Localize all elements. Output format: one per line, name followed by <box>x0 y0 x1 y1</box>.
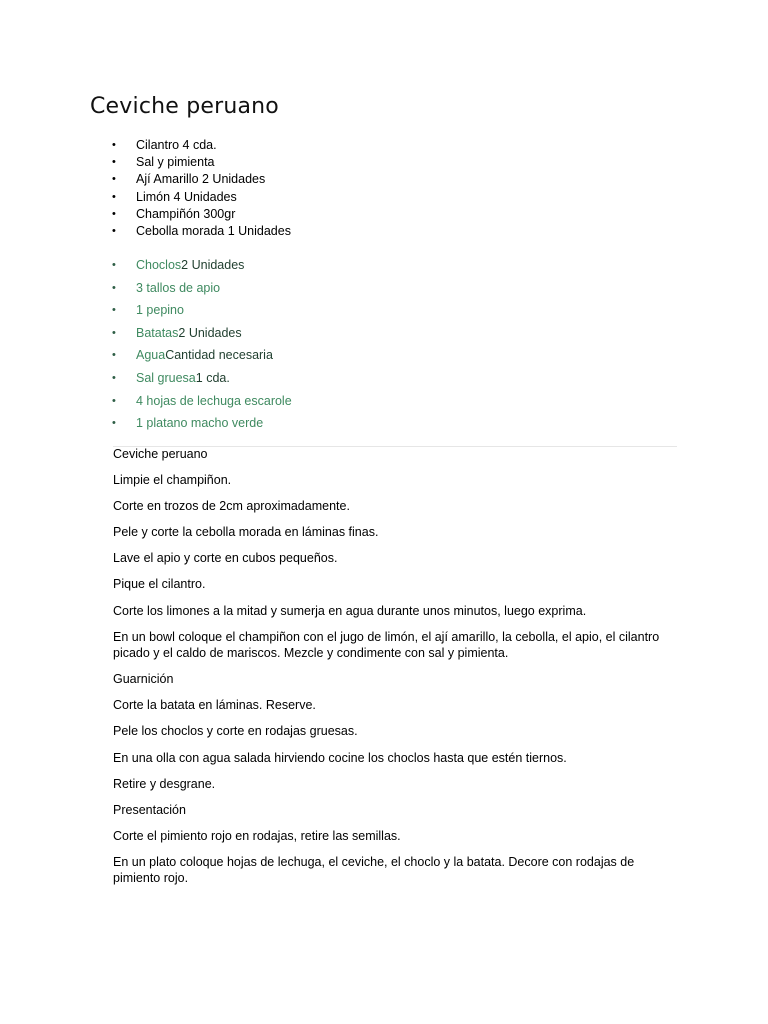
ingredient-text: Sal y pimienta <box>136 155 215 170</box>
ingredient-link[interactable]: 1 pepino <box>136 303 184 318</box>
step-paragraph: Pele y corte la cebolla morada en láminas finas. <box>113 525 379 540</box>
step-paragraph: Corte la batata en láminas. Reserve. <box>113 698 316 713</box>
step-paragraph: Guarnición <box>113 672 174 687</box>
step-paragraph: En una olla con agua salada hirviendo cocine los choclos hasta que estén tiernos. <box>113 750 567 765</box>
ingredient-link[interactable]: 1 platano macho verde <box>136 416 264 431</box>
list-item <box>90 137 650 154</box>
list-item <box>90 346 650 369</box>
bullet-icon: • <box>112 349 116 362</box>
ingredient-link[interactable]: Agua <box>136 348 166 363</box>
bullet-icon: • <box>112 156 116 169</box>
step-paragraph: Pele los choclos y corte en rodajas gruesas. <box>113 724 358 739</box>
ingredient-quantity: Cantidad necesaria <box>165 348 273 363</box>
list-item <box>90 171 650 188</box>
bullet-icon: • <box>112 173 116 186</box>
ingredient-link[interactable]: Choclos <box>136 258 182 272</box>
ingredient-text: Limón 4 Unidades <box>136 189 237 204</box>
list-item <box>90 256 650 279</box>
bullet-icon: • <box>112 326 116 339</box>
ingredient-quantity: 1 cda. <box>195 370 230 385</box>
step-paragraph: En un plato coloque hojas de lechuga, el ceviche, el choclo y la batata. Decore con rodajas de pimiento rojo. <box>113 854 635 886</box>
bullet-icon: • <box>112 190 116 203</box>
ingredient-link[interactable]: 4 hojas de lechuga escarole <box>136 393 292 408</box>
step-paragraph: Corte los limones a la mitad y sumerja en agua durante unos minutos, luego exprima. <box>113 603 587 618</box>
ingredient-quantity: 2 Unidades <box>181 258 245 272</box>
list-item <box>90 154 650 171</box>
bullet-icon: • <box>112 371 116 384</box>
ingredient-quantity: 2 Unidades <box>178 325 242 340</box>
list-item <box>90 414 650 437</box>
list-item <box>90 324 650 347</box>
ingredient-text: Ají Amarillo 2 Unidades <box>136 172 266 187</box>
list-item <box>90 392 650 415</box>
ingredient-link[interactable]: Batatas <box>136 325 179 340</box>
list-item <box>90 206 650 223</box>
ingredient-text: Cilantro 4 cda. <box>136 138 217 152</box>
list-item <box>90 223 650 240</box>
list-item <box>90 301 650 324</box>
preparation-steps <box>113 446 673 897</box>
step-paragraph: Ceviche peruano <box>113 447 208 461</box>
step-paragraph: Retire y desgrane. <box>113 776 216 791</box>
step-paragraph: En un bowl coloque el champiñon con el jugo de limón, el ají amarillo, la cebolla, el apio, el cilantro picado y el caldo de mariscos. Mezcle y condimente con sal y pimienta. <box>113 629 660 661</box>
bullet-icon: • <box>112 281 116 294</box>
bullet-icon: • <box>112 259 116 271</box>
ingredient-link[interactable]: 3 tallos de apio <box>136 280 221 295</box>
ingredient-text: Champiñón 300gr <box>136 206 236 221</box>
ingredients-list-main <box>90 137 650 240</box>
bullet-icon: • <box>112 304 116 317</box>
bullet-icon: • <box>112 224 116 237</box>
step-paragraph: Corte el pimiento rojo en rodajas, retire las semillas. <box>113 828 401 843</box>
page-title: Ceviche peruano <box>90 94 279 119</box>
step-paragraph: Pique el cilantro. <box>113 577 206 592</box>
bullet-icon: • <box>112 394 116 407</box>
step-paragraph: Limpie el champiñon. <box>113 473 232 488</box>
list-item <box>90 189 650 206</box>
list-item <box>90 369 650 392</box>
ingredients-list-extra <box>90 256 650 437</box>
ingredient-text: Cebolla morada 1 Unidades <box>136 223 291 238</box>
step-paragraph: Presentación <box>113 802 186 817</box>
bullet-icon: • <box>112 139 116 151</box>
bullet-icon: • <box>112 417 116 430</box>
step-paragraph: Corte en trozos de 2cm aproximadamente. <box>113 499 350 514</box>
step-paragraph: Lave el apio y corte en cubos pequeños. <box>113 551 338 566</box>
ingredient-link[interactable]: Sal gruesa <box>136 370 196 385</box>
bullet-icon: • <box>112 207 116 220</box>
list-item <box>90 279 650 302</box>
